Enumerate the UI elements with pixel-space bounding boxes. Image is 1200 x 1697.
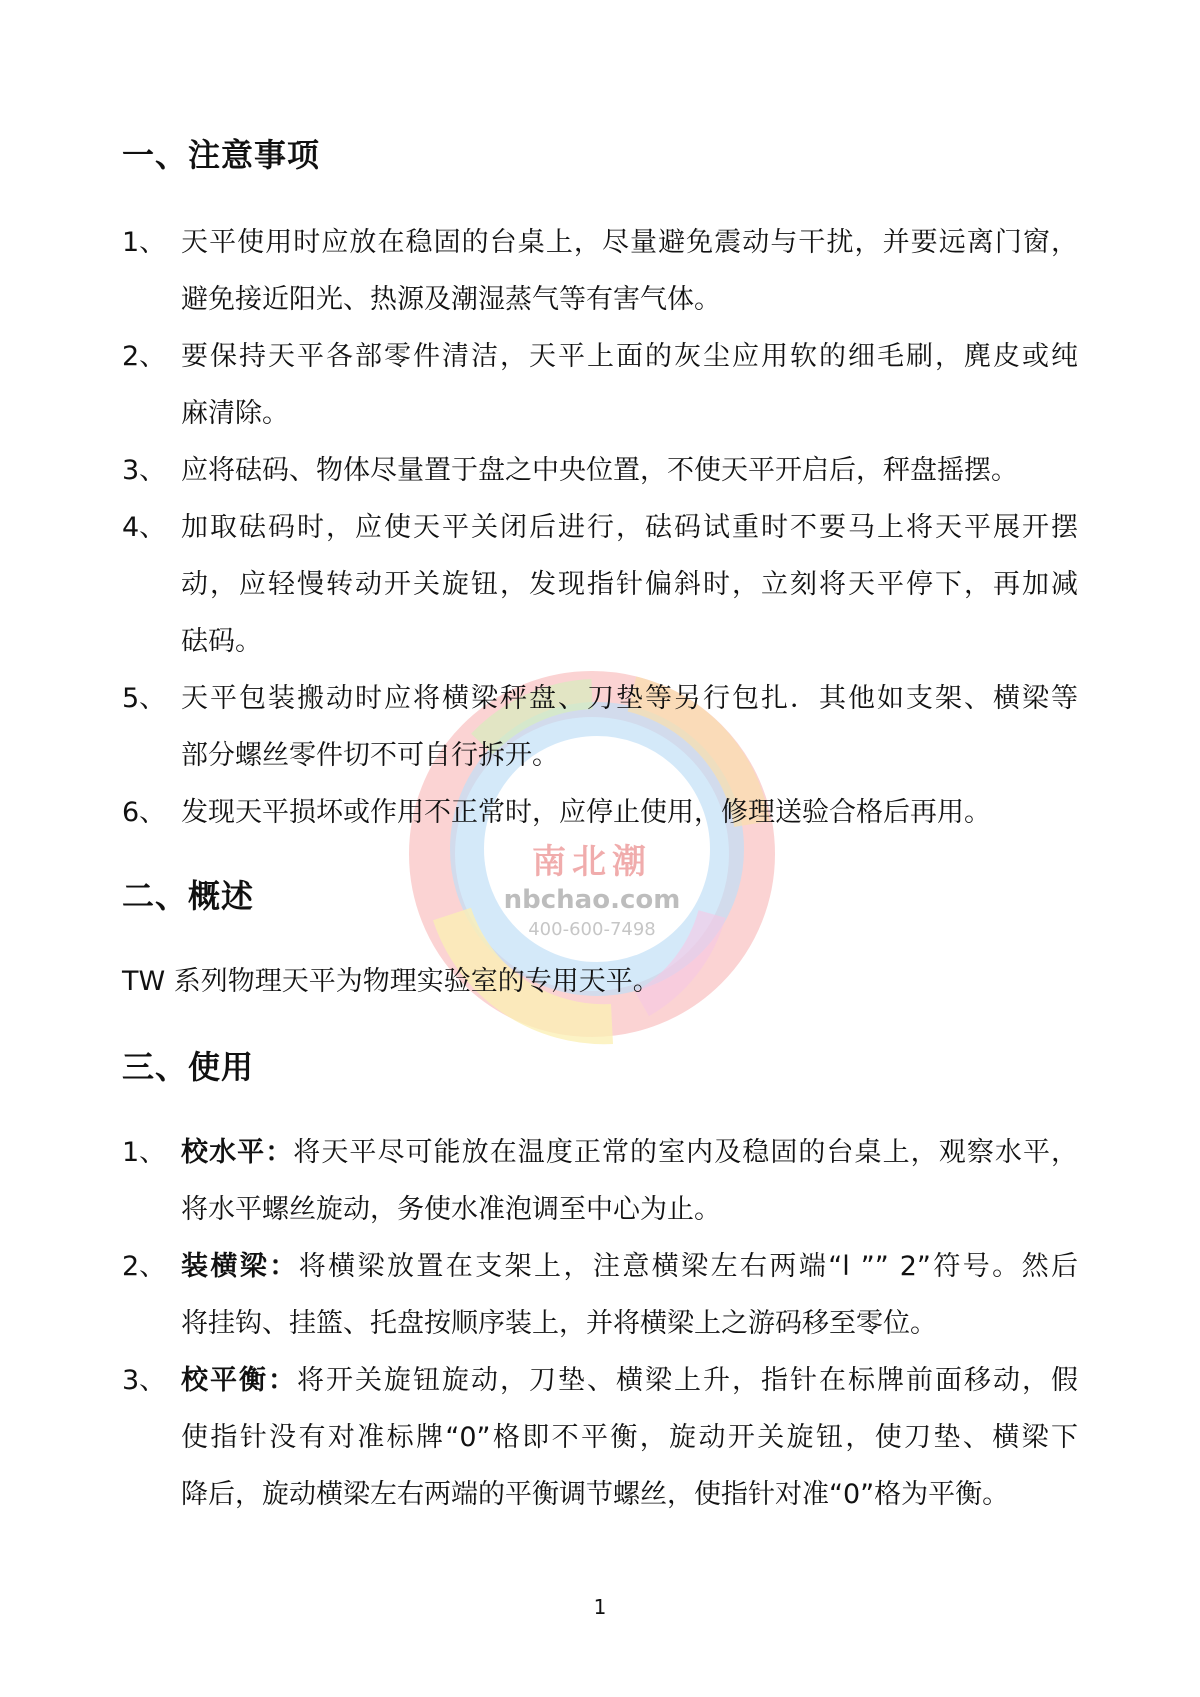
list-item-line-text: 麻清除。 (181, 398, 289, 429)
list-item-text (181, 1352, 1078, 1409)
list-item (122, 1124, 1080, 1238)
section-heading-overview: 二、概述 (122, 877, 255, 915)
watermark-brand: 南北潮 (532, 842, 652, 882)
list-item-line (122, 271, 1080, 328)
list-item-line (122, 1352, 1080, 1409)
list-item-line (122, 214, 1080, 271)
list-item-line-text: 将横梁放置在支架上，注意横梁左右两端“l ”” 2”符号。然后 (298, 1251, 1079, 1282)
list-item-line (122, 1466, 1080, 1523)
watermark-site: nbchao.com (503, 885, 681, 915)
list-item (122, 499, 1080, 670)
list-item-line (122, 328, 1080, 385)
list-item-line-text: 应将砝码、物体尽量置于盘之中央位置，不使天平开启后，秤盘摇摆。 (181, 455, 1018, 486)
list-item-number: 3、 (122, 1365, 167, 1396)
list-item-number: 4、 (122, 512, 167, 543)
list-item-text (181, 727, 1078, 784)
list-item (122, 670, 1080, 784)
list-item (122, 442, 1080, 499)
list-item-line (122, 1295, 1080, 1352)
list-item-text (181, 499, 1078, 556)
list-item-line-text: 将挂钩、挂篮、托盘按顺序装上，并将横梁上之游码移至零位。 (181, 1308, 937, 1339)
list-item-line-text: 使指针没有对准标牌“0”格即不平衡，旋动开关旋钮，使刀垫、横梁下 (181, 1422, 1078, 1453)
page-number: 1 (593, 1595, 607, 1619)
list-item-line (122, 784, 1080, 841)
list-item-line (122, 385, 1080, 442)
list-item (122, 328, 1080, 442)
section-heading-usage: 三、使用 (122, 1048, 255, 1086)
list-item-number: 3、 (122, 455, 167, 486)
list-item-text (181, 271, 1078, 328)
list-item-line-text: 要保持天平各部零件清洁，天平上面的灰尘应用软的细毛刷，麂皮或纯 (181, 341, 1078, 372)
list-item-line (122, 442, 1080, 499)
list-item-text (181, 1238, 1078, 1295)
list-item-text (181, 328, 1078, 385)
list-item-text (181, 214, 1078, 271)
list-item-line (122, 556, 1080, 613)
list-item-line-text: 砝码。 (181, 626, 262, 657)
list-item-line-text: 加取砝码时，应使天平关闭后进行，砝码试重时不要马上将天平展开摆 (181, 512, 1078, 543)
list-item-line-text: 天平使用时应放在稳固的台桌上，尽量避免震动与干扰，并要远离门窗， (181, 227, 1078, 258)
list-item-number: 5、 (122, 683, 167, 714)
list-item-line (122, 1409, 1080, 1466)
list-item (122, 1352, 1080, 1523)
list-item-line-text: 将开关旋钮旋动，刀垫、横梁上升，指针在标牌前面移动，假 (297, 1365, 1078, 1396)
list-item-number: 6、 (122, 797, 167, 828)
list-item-line (122, 613, 1080, 670)
usage-list (122, 1124, 1080, 1523)
list-item-line-text: 天平包装搬动时应将横梁秤盘、刀垫等另行包扎．其他如支架、横梁等 (181, 683, 1078, 714)
list-item-text (181, 784, 1078, 841)
list-item-text (181, 1466, 1078, 1523)
list-item-text (181, 1124, 1078, 1181)
list-item-line (122, 1238, 1080, 1295)
section-heading-precautions: 一、注意事项 (122, 136, 321, 174)
list-item-text (181, 613, 1078, 670)
list-item-line-text: 发现天平损坏或作用不正常时，应停止使用，修理送验合格后再用。 (181, 797, 991, 828)
list-item-line-text: 避免接近阳光、热源及潮湿蒸气等有害气体。 (181, 284, 721, 315)
list-item-label: 校水平： (181, 1137, 294, 1168)
list-item (122, 784, 1080, 841)
list-item (122, 214, 1080, 328)
list-item-line-text: 部分螺丝零件切不可自行拆开。 (181, 740, 559, 771)
list-item-text (181, 1409, 1078, 1466)
list-item-line (122, 727, 1080, 784)
list-item-line (122, 670, 1080, 727)
list-item-line-text: 将天平尽可能放在温度正常的室内及稳固的台桌上，观察水平， (293, 1137, 1079, 1168)
list-item-number: 2、 (122, 341, 167, 372)
list-item-label: 校平衡： (181, 1365, 297, 1396)
list-item (122, 1238, 1080, 1352)
list-item-text (181, 442, 1078, 499)
list-item-line-text: 动，应轻慢转动开关旋钮，发现指针偏斜时，立刻将天平停下，再加减 (181, 569, 1078, 600)
list-item-text (181, 385, 1078, 442)
watermark-phone: 400-600-7498 (528, 919, 656, 940)
list-item-line (122, 1124, 1080, 1181)
list-item-line-text: 将水平螺丝旋动，务使水准泡调至中心为止。 (181, 1194, 721, 1225)
precautions-list (122, 214, 1080, 841)
list-item-number: 2、 (122, 1251, 167, 1282)
list-item-number: 1、 (122, 1137, 167, 1168)
list-item-text (181, 1181, 1078, 1238)
list-item-text (181, 1295, 1078, 1352)
list-item-text (181, 556, 1078, 613)
list-item-text (181, 670, 1078, 727)
list-item-line-text: 降后，旋动横梁左右两端的平衡调节螺丝，使指针对准“0”格为平衡。 (181, 1479, 1010, 1510)
overview-text: TW 系列物理天平为物理实验室的专用天平。 (122, 966, 660, 997)
list-item-number: 1、 (122, 227, 167, 258)
list-item-line (122, 1181, 1080, 1238)
list-item-label: 装横梁： (181, 1251, 299, 1282)
list-item-line (122, 499, 1080, 556)
